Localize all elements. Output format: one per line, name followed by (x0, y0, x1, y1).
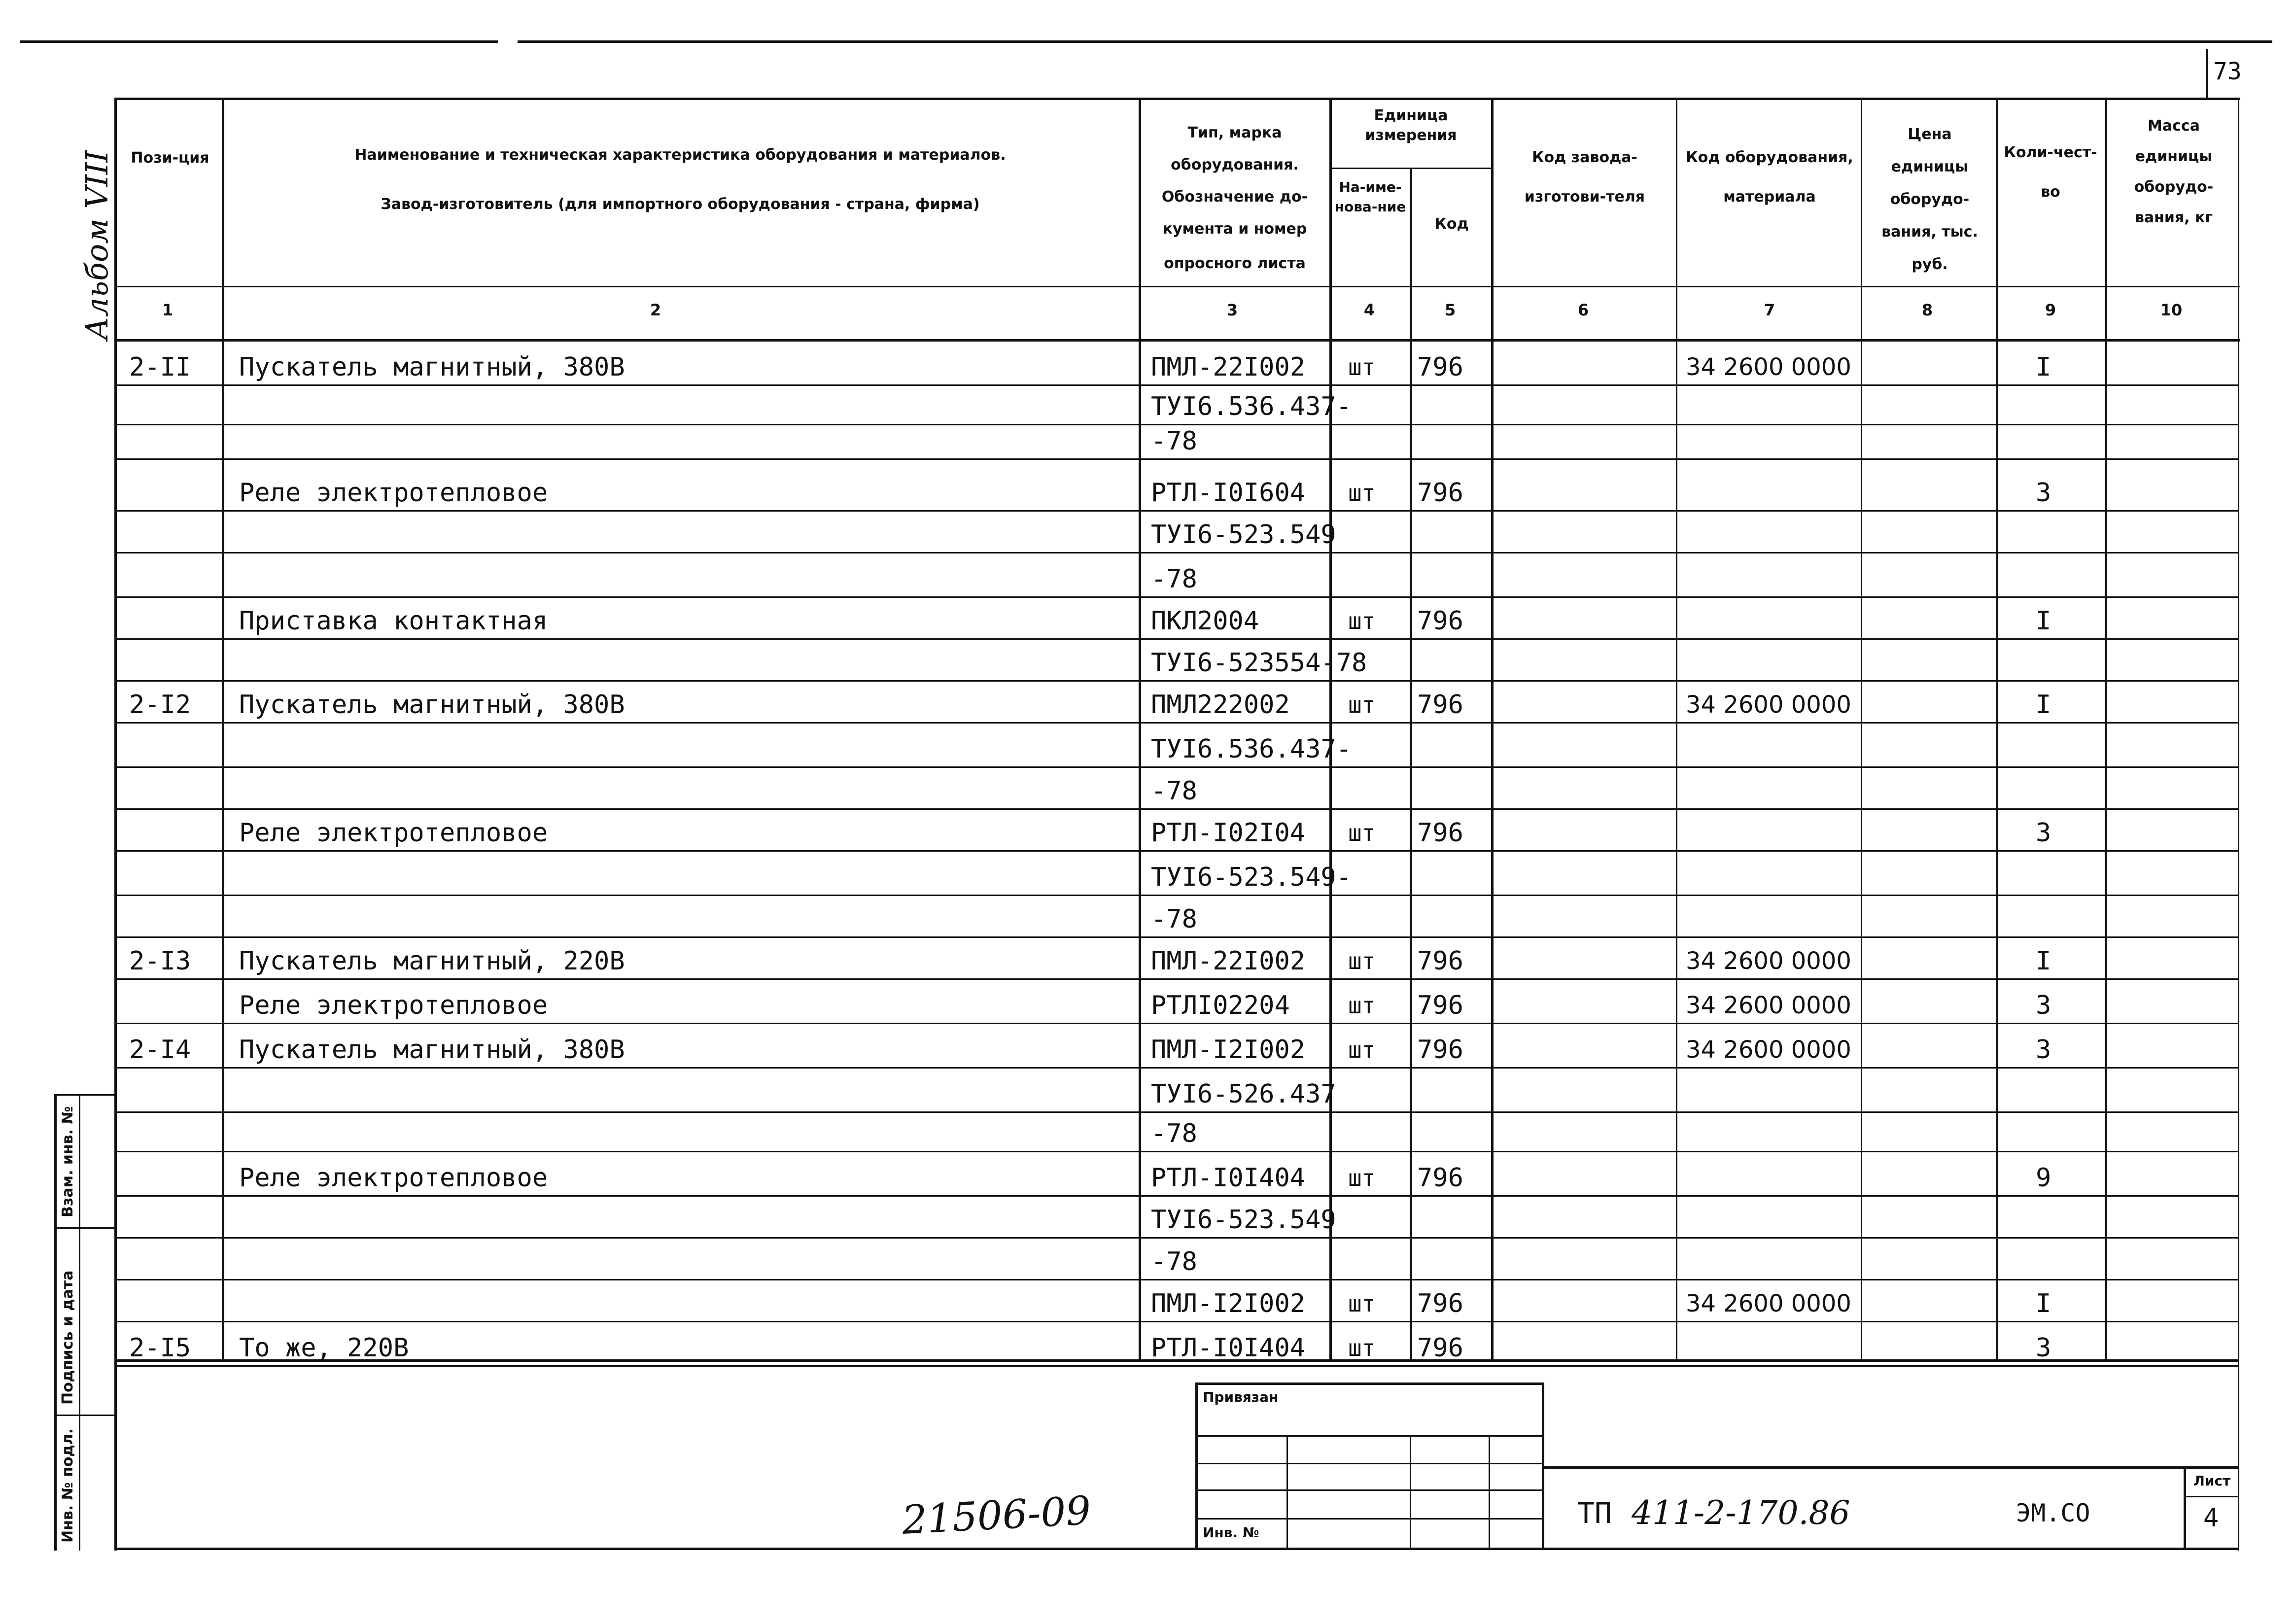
hdr-equip-code: Код оборудования, материала (1686, 149, 1853, 206)
cell-unit: шт (1348, 1335, 1376, 1361)
cell-unit: шт (1348, 691, 1376, 718)
sheet-number: 4 (2203, 1503, 2219, 1533)
cell-qty: 9 (2036, 1163, 2051, 1193)
handwritten-number: 21506-09 (901, 1487, 1092, 1543)
cell-name: Приставка контактная (239, 606, 548, 636)
cell-qty: 3 (2036, 991, 2051, 1020)
cell-unit: шт (1348, 1290, 1376, 1317)
hdr-qty: Коли-чест-во (2004, 144, 2097, 201)
row-separator (114, 895, 2239, 896)
cell-name: Реле электротепловое (239, 478, 548, 508)
row-separator (114, 1237, 2239, 1239)
cell-unit: шт (1348, 1165, 1376, 1191)
side-strip-div1 (54, 1227, 114, 1229)
stamp-right (1542, 1382, 1544, 1548)
table-body-bottom (114, 1359, 2239, 1362)
cell-unit: шт (1348, 480, 1376, 506)
hdr-price: Цена единицы оборудо-вания, тыс. руб. (1881, 126, 1978, 273)
cell-code: 796 (1417, 946, 1463, 976)
doc-number: 411-2-170.86 (1632, 1494, 1850, 1532)
cell-code: 796 (1417, 1289, 1463, 1318)
row-separator (114, 1111, 2239, 1113)
cell-type: ПМЛ-22I002 (1151, 946, 1306, 976)
col-line-8 (1996, 98, 1998, 1360)
colnum-5: 5 (1444, 301, 1456, 319)
side-strip-left (54, 1094, 57, 1551)
row-separator (114, 936, 2239, 938)
hdr-type-l5: опросного листа (1164, 255, 1306, 272)
cell-type: ПМЛ222002 (1151, 690, 1290, 720)
cell-type: РТЛI02204 (1151, 991, 1290, 1020)
cell-code: 796 (1417, 991, 1463, 1020)
cell-qty: 3 (2036, 1333, 2051, 1363)
cell-qty: 3 (2036, 818, 2051, 848)
cell-type: ТУI6.536.437- (1151, 392, 1352, 421)
frame-bottom (114, 1548, 2239, 1550)
cell-type: РТЛ-I0I404 (1151, 1333, 1306, 1363)
cell-type: РТЛ-I0I404 (1151, 1163, 1306, 1193)
side-strip-div2 (54, 1415, 114, 1416)
cell-code: 796 (1417, 1333, 1463, 1363)
row-separator (114, 808, 2239, 810)
row-separator (114, 1151, 2239, 1152)
side-strip-mid (79, 1094, 80, 1551)
row-separator (114, 1365, 2239, 1367)
cell-pos: 2-II (129, 352, 191, 382)
stamp-r3 (1195, 1489, 1543, 1491)
cell-code: 796 (1417, 1163, 1463, 1193)
cell-type: ПКЛ2004 (1151, 606, 1259, 636)
row-separator (114, 458, 2239, 460)
hdr-type-l1: Тип, марка (1187, 124, 1282, 141)
cell-name: Реле электротепловое (239, 1163, 548, 1193)
cell-type: ТУI6-526.437 (1151, 1079, 1336, 1109)
stamp-privyazan: Привязан (1203, 1389, 1279, 1405)
colnum-9: 9 (2045, 301, 2056, 319)
hdr-plant-code: Код завода-изготови-теля (1524, 149, 1645, 206)
cell-name: Пускатель магнитный, 380В (239, 1035, 625, 1065)
cell-equip: 34 2600 0000 (1686, 353, 1851, 381)
hdr-type-l4: кумента и номер (1162, 220, 1307, 238)
col-line-0 (114, 98, 117, 1551)
col-line-7 (1861, 98, 1862, 1360)
docbar-top (1543, 1466, 2239, 1469)
row-separator (114, 384, 2239, 386)
row-separator (114, 1023, 2239, 1024)
hdr-mass: Масса единицы оборудо-вания, кг (2134, 117, 2214, 226)
cell-type: РТЛ-I0I604 (1151, 478, 1306, 508)
row-separator (114, 722, 2239, 724)
cell-type: -78 (1151, 776, 1197, 806)
cell-type: ТУI6-523.549 (1151, 1205, 1336, 1235)
cell-qty: I (2036, 606, 2051, 636)
stamp-c2 (1410, 1435, 1411, 1548)
cell-type: -78 (1151, 1119, 1197, 1148)
sheet-box-split (2184, 1496, 2239, 1497)
stamp-r2 (1195, 1463, 1543, 1464)
doc-prefix: ТП (1577, 1496, 1612, 1530)
cell-qty: I (2036, 946, 2051, 976)
hdr-type-l3: Обозначение до- (1161, 188, 1308, 206)
cell-unit: шт (1348, 1037, 1376, 1063)
top-rule-right (518, 40, 2272, 43)
cell-code: 796 (1417, 352, 1463, 382)
side-vzam: Взам. инв. № (59, 1106, 76, 1217)
cell-type: -78 (1151, 564, 1197, 594)
row-separator (114, 766, 2239, 768)
cell-unit: шт (1348, 992, 1376, 1019)
row-separator (114, 1195, 2239, 1197)
row-separator (114, 552, 2239, 553)
col-line-1 (222, 98, 224, 1360)
cell-type: ТУI6-523554-78 (1151, 648, 1367, 678)
cell-type: ПМЛ-I2I002 (1151, 1289, 1306, 1318)
cell-qty: 3 (2036, 1035, 2051, 1065)
colnum-7: 7 (1764, 301, 1775, 319)
cell-code: 796 (1417, 478, 1463, 508)
cell-code: 796 (1417, 818, 1463, 848)
top-rule-left (20, 40, 498, 43)
stamp-left (1195, 1382, 1198, 1548)
hdr-name-line2: Завод-изготовитель (для импортного оборудования - страна, фирма) (381, 196, 980, 213)
colnum-8: 8 (1921, 301, 1933, 319)
cell-unit: шт (1348, 820, 1376, 846)
row-separator (114, 638, 2239, 640)
cell-name: Реле электротепловое (239, 991, 548, 1020)
cell-pos: 2-I4 (129, 1035, 191, 1065)
cell-pos: 2-I2 (129, 690, 191, 720)
colnum-10: 10 (2160, 301, 2183, 319)
col-line-4 (1410, 168, 1412, 1360)
header-bottom (116, 286, 2240, 287)
cell-unit: шт (1348, 608, 1376, 634)
stamp-r1 (1195, 1435, 1543, 1437)
cell-type: -78 (1151, 904, 1197, 934)
colnum-6: 6 (1577, 301, 1589, 319)
sheet-label: Лист (2193, 1473, 2231, 1489)
cell-qty: I (2036, 1289, 2051, 1318)
cell-name: Пускатель магнитный, 380В (239, 690, 625, 720)
doc-code: ЭМ.СО (2016, 1499, 2090, 1527)
cell-type: ПМЛ-I2I002 (1151, 1035, 1306, 1065)
cell-type: ПМЛ-22I002 (1151, 352, 1306, 382)
cell-equip: 34 2600 0000 (1686, 1290, 1851, 1317)
cell-code: 796 (1417, 1035, 1463, 1065)
hdr-type-l2: оборудования. (1171, 156, 1299, 173)
row-separator (114, 596, 2239, 598)
cell-pos: 2-I3 (129, 946, 191, 976)
hdr-unit: Единица измерения (1365, 107, 1457, 144)
row-separator (114, 424, 2239, 425)
cell-pos: 2-I5 (129, 1333, 191, 1363)
side-podpis: Подпись и дата (59, 1270, 76, 1405)
cell-name: Пускатель магнитный, 380В (239, 352, 625, 382)
cell-name: Реле электротепловое (239, 818, 548, 848)
col-line-10 (2238, 98, 2239, 1551)
row-separator (114, 978, 2239, 980)
album-label: Альбом VIII (79, 150, 115, 340)
cell-equip: 34 2600 0000 (1686, 947, 1851, 975)
page-number: 73 (2213, 58, 2242, 85)
row-separator (114, 1279, 2239, 1280)
cell-code: 796 (1417, 606, 1463, 636)
cell-type: -78 (1151, 1247, 1197, 1277)
cell-name: То же, 220В (239, 1333, 409, 1363)
colnum-1: 1 (162, 301, 174, 319)
cell-type: ТУI6.536.437- (1151, 734, 1352, 764)
colnum-4: 4 (1363, 301, 1375, 319)
numbers-bottom (116, 339, 2240, 342)
cell-type: ТУI6-523.549 (1151, 520, 1336, 550)
row-separator (114, 1321, 2239, 1322)
side-inv-podl: Инв. № подл. (59, 1428, 76, 1543)
cell-qty: 3 (2036, 478, 2051, 508)
cell-name: Пускатель магнитный, 220В (239, 946, 625, 976)
cell-equip: 34 2600 0000 (1686, 691, 1851, 719)
hdr-unit-code: Код (1434, 215, 1469, 233)
cell-qty: I (2036, 352, 2051, 382)
side-strip-top (54, 1094, 114, 1096)
colnum-2: 2 (650, 301, 661, 319)
cell-equip: 34 2600 0000 (1686, 1036, 1851, 1064)
page-number-box-left (2206, 49, 2208, 99)
col-line-2 (1139, 98, 1141, 1360)
stamp-inv-no: Инв. № (1203, 1524, 1259, 1541)
cell-type: ТУI6-523.549- (1151, 863, 1352, 892)
cell-type: -78 (1151, 426, 1197, 456)
hdr-unit-name: На-име-нова-ние (1334, 179, 1406, 215)
row-separator (114, 680, 2239, 682)
cell-qty: I (2036, 690, 2051, 720)
table-top (116, 98, 2240, 100)
hdr-name-line1: Наименование и техническая характеристика оборудования и материалов. (354, 146, 1006, 164)
colnum-3: 3 (1226, 301, 1238, 319)
col-line-9 (2105, 98, 2107, 1360)
cell-type: РТЛ-I02I04 (1151, 818, 1306, 848)
cell-unit: шт (1348, 948, 1376, 974)
row-separator (114, 850, 2239, 852)
col-line-5 (1491, 98, 1494, 1360)
hdr-pos: Пози-ция (131, 149, 209, 167)
col-line-6 (1676, 98, 1677, 1360)
stamp-c3 (1489, 1435, 1490, 1548)
col-line-3 (1329, 98, 1332, 1360)
cell-code: 796 (1417, 690, 1463, 720)
row-separator (114, 1067, 2239, 1069)
cell-unit: шт (1348, 354, 1376, 380)
cell-equip: 34 2600 0000 (1686, 992, 1851, 1019)
row-separator (114, 510, 2239, 512)
